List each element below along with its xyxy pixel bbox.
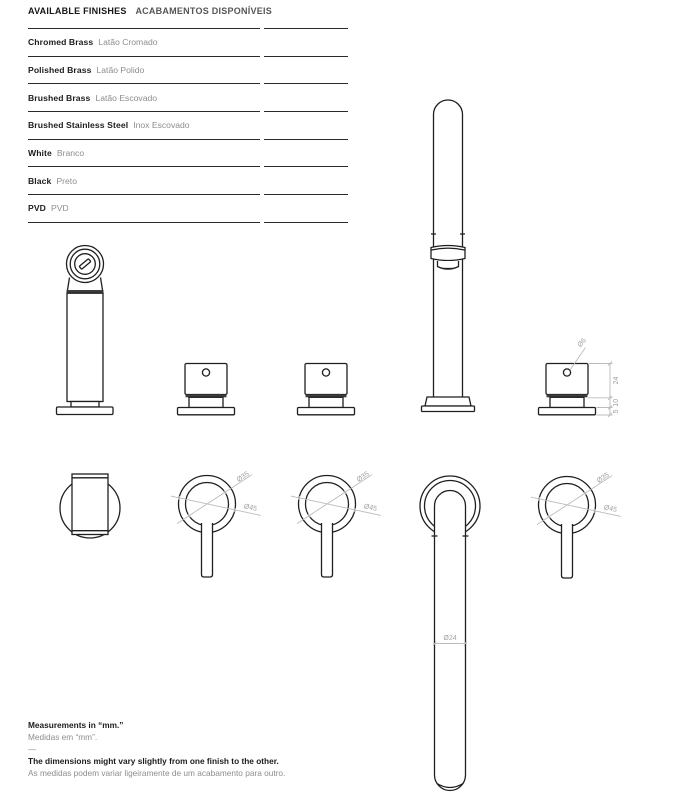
finish-name-pt: Latão Cromado [98,37,158,48]
handle-lever-stem [562,524,573,578]
handle-base-plate [178,408,235,415]
variance-note-pt: As medidas podem variar ligeiramente de um acabamento para outro. [28,768,286,779]
finish-name-en: Polished Brass [28,65,92,76]
dimension-label: Ø35 [595,471,611,485]
finish-name-pt: Latão Polido [96,65,145,76]
spout-side-view-drawing [422,100,475,412]
dimension-label: Ø45 [243,503,258,513]
finish-name-pt: Latão Escovado [95,92,158,103]
handle-top-view-middle-drawing [291,471,381,577]
dimension-label: Ø35 [235,470,251,484]
spray-body [67,293,103,401]
handle-side-view-left-drawing [178,364,235,415]
finish-name-en: PVD [28,203,46,214]
page-title-en: AVAILABLE FINISHES [28,6,127,16]
table-column-divider [260,26,264,229]
dimension-label: Ø35 [355,470,371,484]
notes-separator: — [28,744,37,755]
handle-lever-stem [202,523,213,577]
footnotes [28,719,285,779]
handle-base-plate [298,408,355,415]
spout-top-view-drawing [420,476,480,791]
dimension-label: 24 [613,376,620,385]
spray-foot [71,402,99,408]
finish-name-pt: PVD [50,203,69,214]
handle-top-view-right-drawing [531,472,621,578]
spray-base-plate [57,407,114,415]
handle-body [305,364,347,395]
spray-top-body [72,474,108,535]
finish-name-pt: Inox Escovado [133,120,190,131]
page-title-pt: ACABAMENTOS DISPONÍVEIS [135,6,273,16]
handle-block [189,397,223,407]
finish-name-en: Black [28,175,52,186]
spout-base-plate [422,406,475,412]
finish-name-pt: Branco [56,148,85,159]
handle-body [546,364,588,395]
finish-name-en: Brushed Stainless Steel [28,120,129,131]
handle-block [550,397,584,407]
handle-block [309,397,343,407]
measurements-note-en: Measurements in “mm.” [28,720,124,730]
dimension-label: Ø45 [363,503,378,513]
dimension-label: Ø24 [443,635,457,642]
finish-name-pt: Preto [56,175,77,186]
handspray-top-view-drawing [60,474,120,538]
handle-side-view-middle-drawing [298,364,355,415]
handle-body [185,364,227,395]
variance-note-en: The dimensions might vary slightly from one finish to the other. [28,756,279,767]
dimension-label: 10 [613,398,620,407]
spray-head-slot [79,259,91,270]
handle-base-plate [539,408,596,415]
handle-side-view-dimensioned-drawing [539,337,621,417]
handspray-side-view-drawing [57,246,114,415]
spout-base-step [425,397,471,406]
dimension-label: 5 [613,409,620,414]
handle-top-view-left-drawing [171,471,261,577]
measurements-note-pt: Medidas em “mm”. [28,732,98,743]
dimension-label: Ø6 [576,337,588,349]
dimension-label: Ø45 [603,504,618,514]
finish-name-en: Brushed Brass [28,92,91,103]
finish-name-en: White [28,148,52,159]
handle-lever-stem [322,523,333,577]
finish-name-en: Chromed Brass [28,37,94,48]
